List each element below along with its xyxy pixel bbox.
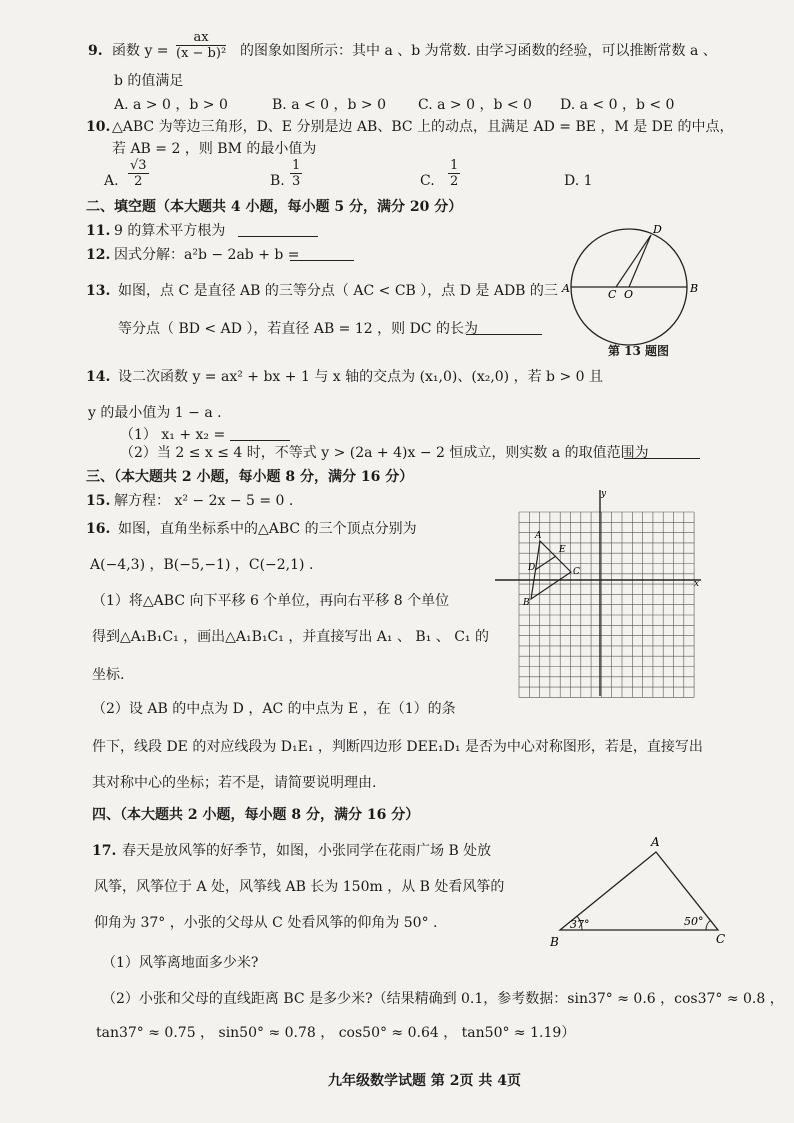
q17-part2-continued: tan37° ≈ 0.75 ， sin50° ≈ 0.78 ， cos50° ≈ 0.64 ， tan50° ≈ 1.19） [96, 1025, 576, 1041]
q13-label-b: B [690, 282, 699, 295]
q9-text-b: 的图象如图所示：其中 a 、b 为常数. 由学习函数的经验，可以推断常数 a 、 [240, 43, 717, 59]
q10-option-b-frac [290, 158, 302, 189]
q16-line2: A(−4,3) ，B(−5,−1) ，C(−2,1) . [90, 557, 314, 573]
q9-fraction [176, 30, 226, 61]
q16-line4: 得到△A₁B₁C₁ ，画出△A₁B₁C₁ ，并直接写出 A₁ 、 B₁ 、 C₁ 的 [92, 629, 489, 645]
q13-label-o: O [624, 288, 634, 301]
q17-angle-c-arc [706, 920, 711, 930]
grid-label-x: x [694, 579, 700, 589]
grid-lines [519, 512, 694, 697]
q10-number: 10. [86, 119, 111, 135]
q10-option-c-frac [448, 158, 460, 189]
q10-option-d: D. 1 [564, 173, 593, 189]
q12-answer-blank[interactable] [290, 246, 354, 261]
q17-figure [550, 832, 740, 952]
q9-number: 9. [88, 43, 103, 59]
q16-line3: （1）将△ABC 向下平移 6 个单位，再向右平移 8 个单位 [92, 593, 450, 609]
q14-part2: （2）当 2 ≤ x ≤ 4 时，不等式 y > (2a + 4)x − 2 恒成立，则实数 a 的取值范围为 [120, 445, 649, 461]
q16-line8: 其对称中心的坐标；若不是，请简要说明理由. [92, 775, 377, 791]
q10-option-c-num: 1 [450, 158, 459, 173]
q13-segment-dc [616, 235, 651, 287]
q13-figure [560, 220, 700, 360]
q10-option-a-num: √3 [130, 158, 147, 173]
q17-label-c: C [716, 932, 726, 946]
q16-line7: 件下，线段 DE 的对应线段为 D₁E₁ ，判断四边形 DEE₁D₁ 是否为中心对称图形，若是，直接写出 [92, 739, 703, 755]
q14-number: 14. [86, 369, 111, 385]
q10-option-b-label: B. [270, 173, 285, 189]
q13-label-a: A [562, 282, 570, 295]
q17-line1: 春天是放风筝的好季节，如图，小张同学在花雨广场 B 处放 [122, 843, 492, 859]
q13-label-c: C [608, 288, 617, 301]
q16-line6: （2）设 AB 的中点为 D ，AC 的中点为 E ，在（1）的条 [92, 701, 456, 717]
q16-line1: 如图，直角坐标系中的△ABC 的三个顶点分别为 [118, 521, 417, 537]
section-2-heading: 二、填空题（本大题共 4 小题，每小题 5 分，满分 20 分） [86, 199, 463, 215]
q10-option-c-label: C. [420, 173, 435, 189]
q13-line1: 如图，点 C 是直径 AB 的三等分点（ AC < CB ），点 D 是 ADB 的三 [118, 283, 558, 299]
q17-angle-c-label: 50° [684, 915, 704, 928]
q10-option-b-num: 1 [292, 158, 301, 173]
section-4-heading: 四、（本大题共 2 小题，每小题 8 分，满分 16 分） [92, 807, 420, 823]
q15-number: 15. [86, 493, 111, 509]
q14-line1: 设二次函数 y = ax² + bx + 1 与 x 轴的交点为 (x₁,0)、(x₂,0) ，若 b > 0 且 [118, 369, 603, 385]
q9-option-c: C. a > 0 ，b < 0 [418, 97, 532, 113]
q17-line3: 仰角为 37° ，小张的父母从 C 处看风筝的仰角为 50° . [94, 915, 438, 931]
q17-label-a: A [651, 835, 660, 849]
q13-segment-do [629, 235, 651, 287]
segment-de [535, 556, 556, 570]
q10-option-a-label: A. [104, 173, 119, 189]
q17-label-b: B [550, 935, 559, 949]
q16-line5: 坐标. [92, 667, 125, 683]
q17-part1: （1）风筝离地面多少米? [102, 955, 259, 971]
q16-coordinate-grid [505, 490, 705, 700]
q10-line1: △ABC 为等边三角形，D、E 分别是边 AB、BC 上的动点，且满足 AD = BE ，M 是 DE 的中点， [112, 119, 734, 135]
q13-answer-blank[interactable] [466, 320, 542, 335]
q9-line2: b 的值满足 [114, 73, 184, 89]
q17-part2: （2）小张和父母的直线距离 BC 是多少米?（结果精确到 0.1，参考数据：sin37° ≈ 0.6 ，cos37° ≈ 0.8 ， [102, 991, 784, 1007]
q12-text: 因式分解：a²b − 2ab + b = [114, 247, 300, 263]
grid-label-y: y [601, 489, 607, 499]
grid-label-a: A [535, 531, 542, 541]
q11-text: 9 的算术平方根为 [114, 223, 226, 239]
q17-number: 17. [92, 843, 117, 859]
q13-number: 13. [86, 283, 111, 299]
q16-number: 16. [86, 521, 111, 537]
grid-label-d: D [528, 563, 536, 573]
q10-option-c-den: 2 [450, 174, 459, 189]
page-footer: 九年级数学试题 第 2页 共 4页 [328, 1073, 521, 1089]
q9-option-a: A. a > 0 ，b > 0 [114, 97, 228, 113]
q9-option-d: D. a < 0 ，b < 0 [560, 97, 675, 113]
q9-frac-num: ax [176, 30, 226, 46]
q10-option-a-den: 2 [134, 174, 143, 189]
q13-label-d: D [653, 223, 662, 236]
q10-line2: 若 AB = 2 ，则 BM 的最小值为 [112, 141, 317, 157]
q15-text: 解方程： x² − 2x − 5 = 0 . [114, 493, 294, 509]
q10-option-a-frac [128, 158, 149, 189]
q12-number: 12. [86, 247, 111, 263]
q10-option-b-den: 3 [292, 174, 301, 189]
section-3-heading: 三、（本大题共 2 小题，每小题 8 分，满分 16 分） [86, 469, 414, 485]
q14-part1-blank[interactable] [230, 426, 290, 441]
q14-part2-blank[interactable] [624, 444, 700, 459]
q14-line2: y 的最小值为 1 − a . [88, 405, 222, 421]
grid-label-e: E [559, 545, 566, 555]
q9-frac-den: (x − b)² [176, 46, 227, 61]
q11-answer-blank[interactable] [238, 222, 318, 237]
grid-label-b: B [523, 598, 530, 608]
q17-line2: 风筝，风筝位于 A 处，风筝线 AB 长为 150m ，从 B 处看风筝的 [94, 879, 505, 895]
q14-part1: （1） x₁ + x₂ = [120, 427, 226, 443]
q13-figure-caption: 第 13 题图 [608, 344, 670, 358]
q9-option-b: B. a < 0 ，b > 0 [272, 97, 387, 113]
q17-angle-b-label: 37° [570, 918, 590, 931]
grid-label-c: C [573, 567, 580, 577]
q11-number: 11. [86, 223, 111, 239]
q9-text-a: 函数 y = [112, 43, 169, 59]
q13-line2: 等分点（ BD < AD ），若直径 AB = 12 ，则 DC 的长为 [118, 321, 478, 337]
